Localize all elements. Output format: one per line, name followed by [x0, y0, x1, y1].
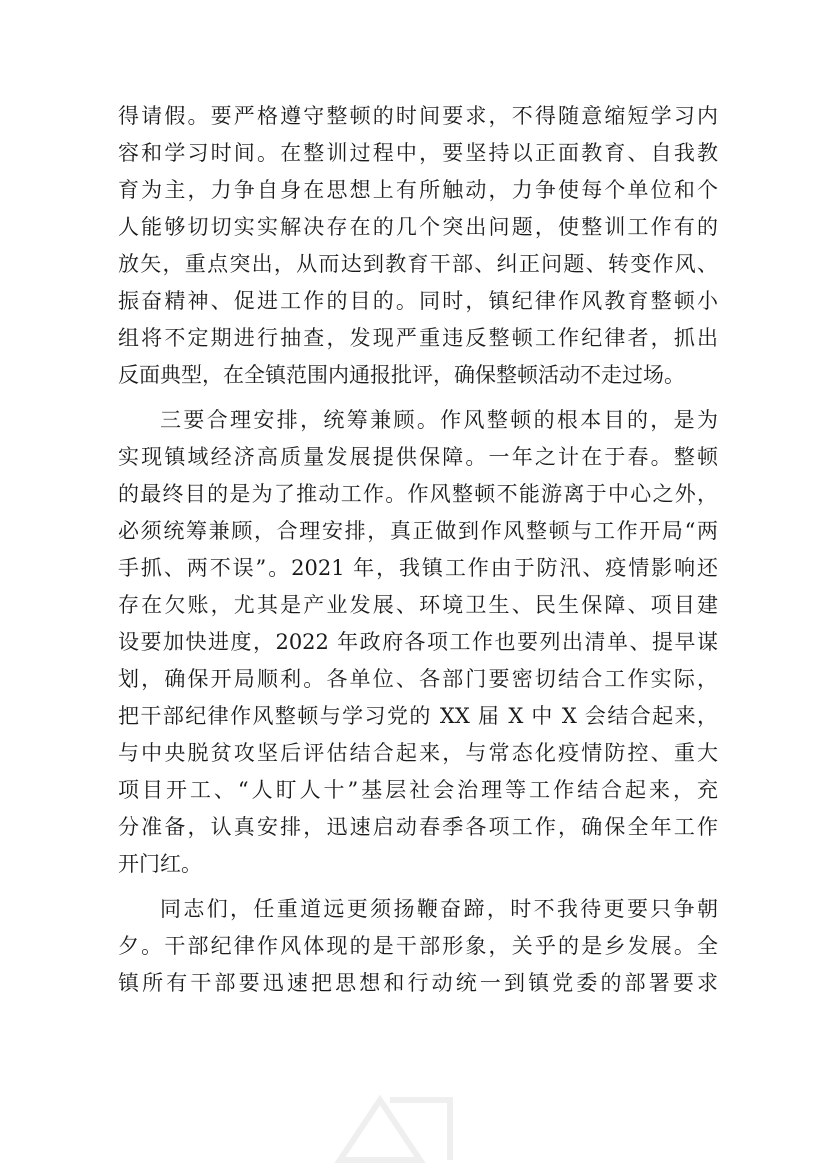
text-line: 与中央脱贫攻坚后评估结合起来，与常态化疫情防控、重大 — [118, 741, 718, 765]
text-line: 开门红。 — [118, 852, 202, 876]
text-line: 反面典型，在全镇范围内通报批评，确保整顿活动不走过场。 — [118, 363, 685, 387]
text-line: 存在欠账，尤其是产业发展、环境卫生、民生保障、项目建 — [118, 593, 718, 617]
text-line: 夕。干部纪律作风体现的是干部形象，关乎的是乡发展。全 — [118, 934, 718, 958]
paragraph-gap — [118, 883, 718, 891]
text-line: 得请假。要严格遵守整顿的时间要求，不得随意缩短学习内 — [118, 104, 718, 128]
text-line: 同志们，任重道远更须扬鞭奋蹄，时不我待更要只争朝 — [160, 897, 718, 921]
text-line: 放矢，重点突出，从而达到教育干部、纠正问题、转变作风、 — [118, 252, 718, 276]
text-line: 项目开工、“人盯人十”基层社会治理等工作结合起来，充 — [118, 778, 718, 802]
text-line: 的最终目的是为了推动工作。作风整顿不能游离于中心之外， — [118, 482, 718, 506]
text-line: 组将不定期进行抽查，发现严重违反整顿工作纪律者，抓出 — [118, 326, 718, 350]
paragraph-gap — [118, 394, 718, 402]
document-body — [118, 98, 718, 1002]
paragraph — [118, 98, 718, 394]
text-line: 把干部纪律作风整顿与学习党的 XX 届 X 中 X 会结合起来， — [118, 704, 718, 728]
text-line: 人能够切切实实解决存在的几个突出问题，使整训工作有的 — [118, 215, 718, 239]
paragraph — [118, 402, 718, 883]
text-line: 育为主，力争自身在思想上有所触动，力争使每个单位和个 — [118, 178, 718, 202]
watermark-icon — [330, 1080, 460, 1170]
paragraph — [118, 891, 718, 1002]
text-line: 划，确保开局顺利。各单位、各部门要密切结合工作实际， — [118, 667, 718, 691]
text-line: 振奋精神、促进工作的目的。同时，镇纪律作风教育整顿小 — [118, 289, 718, 313]
text-line: 镇所有干部要迅速把思想和行动统一到镇党委的部署要求 — [118, 971, 718, 995]
text-line: 手抓、两不误”。2021 年，我镇工作由于防汛、疫情影响还 — [118, 556, 718, 580]
text-line: 分准备，认真安排，迅速启动春季各项工作，确保全年工作 — [118, 815, 718, 839]
text-line: 实现镇域经济高质量发展提供保障。一年之计在于春。整顿 — [118, 445, 718, 469]
text-line: 三要合理安排，统筹兼顾。作风整顿的根本目的，是为 — [160, 408, 718, 432]
text-line: 设要加快进度，2022 年政府各项工作也要列出清单、提早谋 — [118, 630, 718, 654]
text-line: 容和学习时间。在整训过程中，要坚持以正面教育、自我教 — [118, 141, 718, 165]
text-line: 必须统筹兼顾，合理安排，真正做到作风整顿与工作开局“两 — [118, 519, 718, 543]
